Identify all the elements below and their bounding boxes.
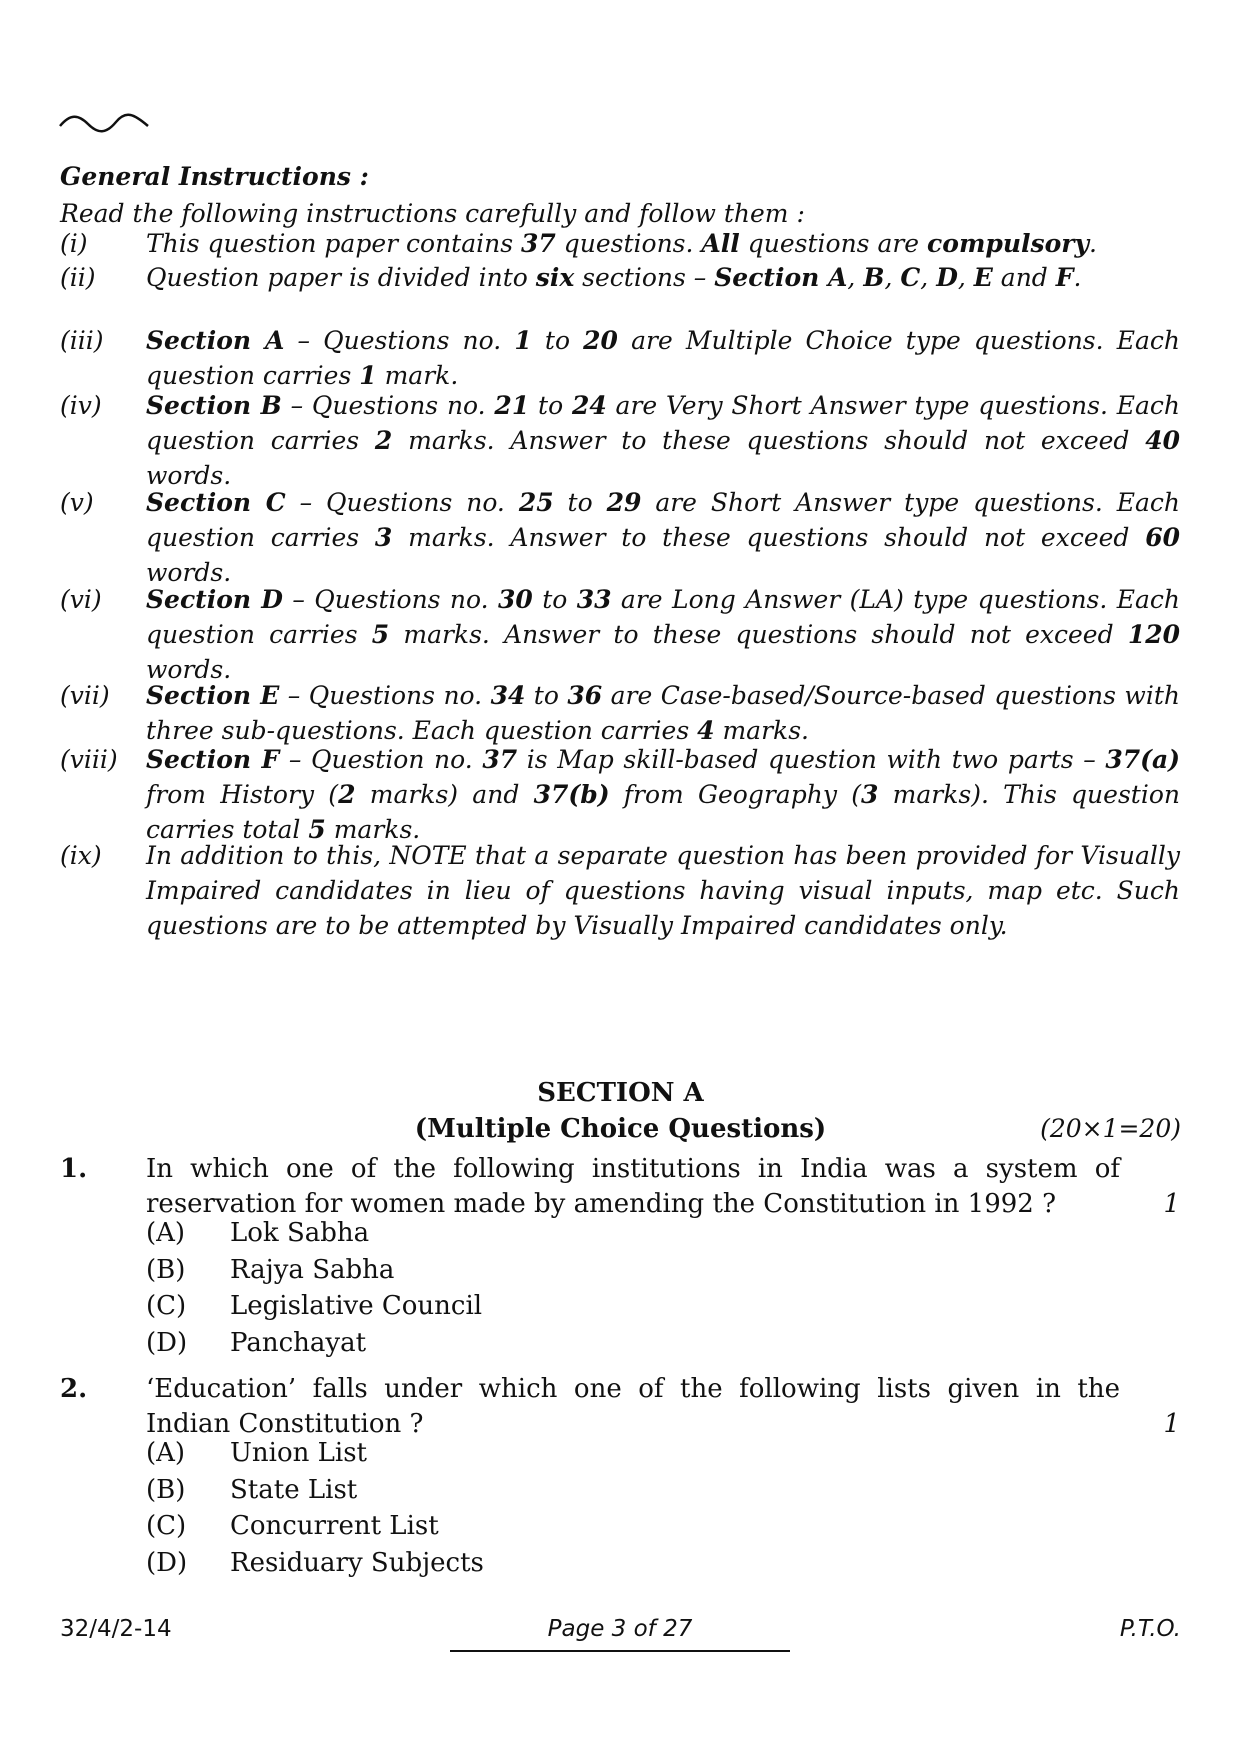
instruction-number: (i) — [60, 229, 88, 258]
option-a — [146, 1438, 367, 1468]
option-text: State List — [230, 1475, 358, 1505]
option-c — [146, 1291, 482, 1321]
instruction-item — [60, 742, 1180, 847]
question-2 — [60, 1372, 1180, 1442]
question-marks: 1 — [1163, 1189, 1180, 1219]
instruction-text: Section B – Questions no. 21 to 24 are Very Short Answer type questions. Each question carries 2 marks. Answer to these questions should not exceed 40 words. — [146, 391, 1180, 490]
instruction-number: (iii) — [60, 326, 104, 355]
instruction-number: (viii) — [60, 745, 118, 774]
instruction-number: (ii) — [60, 263, 96, 292]
option-text: Concurrent List — [230, 1511, 439, 1541]
question-marks: 1 — [1163, 1409, 1180, 1439]
instruction-text: Section D – Questions no. 30 to 33 are Long Answer (LA) type questions. Each question carries 5 marks. Answer to these questions should not exceed 120 words. — [146, 585, 1180, 684]
option-c — [146, 1511, 439, 1541]
general-instructions-intro: Read the following instructions carefully and follow them : — [60, 199, 805, 228]
option-text: Lok Sabha — [230, 1218, 370, 1248]
instruction-item — [60, 582, 1180, 687]
option-a — [146, 1218, 369, 1248]
option-label: (D) — [146, 1548, 188, 1578]
instruction-text: Section F – Question no. 37 is Map skill-based question with two parts – 37(a) from History (2 marks) and 37(b) from Geography (3 marks). This question carries total 5 marks. — [146, 745, 1181, 844]
option-label: (B) — [146, 1475, 186, 1505]
instruction-number: (ix) — [60, 841, 102, 870]
option-text: Residuary Subjects — [230, 1548, 484, 1578]
section-marks: (20×1=20) — [1040, 1114, 1181, 1143]
instruction-item — [60, 485, 1180, 590]
option-label: (B) — [146, 1255, 186, 1285]
instruction-number: (iv) — [60, 391, 102, 420]
page-number: Page 3 of 27 — [547, 1616, 693, 1642]
section-subtitle: (Multiple Choice Questions) — [414, 1114, 827, 1144]
question-text: ‘Education’ falls under which one of the following lists given in the Indian Constitution ? — [146, 1374, 1120, 1439]
option-text: Rajya Sabha — [230, 1255, 395, 1285]
instruction-item — [60, 260, 1180, 295]
instruction-text: Section C – Questions no. 25 to 29 are Short Answer type questions. Each question carries 3 marks. Answer to these questions should not exceed 60 words. — [146, 488, 1180, 587]
question-1 — [60, 1152, 1180, 1222]
instruction-text: This question paper contains 37 questions. All questions are compulsory. — [146, 229, 1097, 258]
footer-divider — [450, 1650, 790, 1652]
question-number: 1. — [60, 1154, 88, 1184]
general-instructions-heading: General Instructions : — [60, 162, 369, 191]
question-number: 2. — [60, 1374, 88, 1404]
instruction-text: In addition to this, NOTE that a separate question has been provided for Visually Impaired candidates in lieu of questions having visual inputs, map etc. Such questions are to be attempted by Visually Impaired candidates only. — [146, 841, 1180, 940]
instruction-item — [60, 226, 1180, 261]
option-label: (C) — [146, 1511, 187, 1541]
option-label: (A) — [146, 1438, 186, 1468]
instruction-text: Section E – Questions no. 34 to 36 are Case-based/Source-based questions with three sub-questions. Each question carries 4 marks. — [146, 681, 1180, 745]
instruction-item — [60, 838, 1180, 943]
instruction-text: Section A – Questions no. 1 to 20 are Multiple Choice type questions. Each question carries 1 mark. — [146, 326, 1180, 390]
option-b — [146, 1255, 394, 1285]
instruction-number: (vi) — [60, 585, 102, 614]
question-text: In which one of the following institutions in India was a system of reservation for women made by amending the Constitution in 1992 ? — [146, 1154, 1120, 1219]
instruction-item — [60, 678, 1180, 748]
option-text: Panchayat — [230, 1328, 367, 1358]
option-label: (D) — [146, 1328, 188, 1358]
option-label: (C) — [146, 1291, 187, 1321]
section-title: SECTION A — [537, 1078, 704, 1108]
option-b — [146, 1475, 357, 1505]
option-label: (A) — [146, 1218, 186, 1248]
option-d — [146, 1548, 484, 1578]
instruction-number: (vii) — [60, 681, 110, 710]
instruction-item — [60, 388, 1180, 493]
paper-code: 32/4/2-14 — [60, 1616, 172, 1642]
tilde-ornament-icon — [58, 112, 150, 134]
instruction-text: Question paper is divided into six sections – Section A, B, C, D, E and F. — [146, 263, 1082, 292]
instruction-item — [60, 323, 1180, 393]
option-text: Legislative Council — [230, 1291, 483, 1321]
instruction-number: (v) — [60, 488, 94, 517]
option-text: Union List — [230, 1438, 368, 1468]
option-d — [146, 1328, 366, 1358]
pto-label: P.T.O. — [1119, 1616, 1181, 1642]
